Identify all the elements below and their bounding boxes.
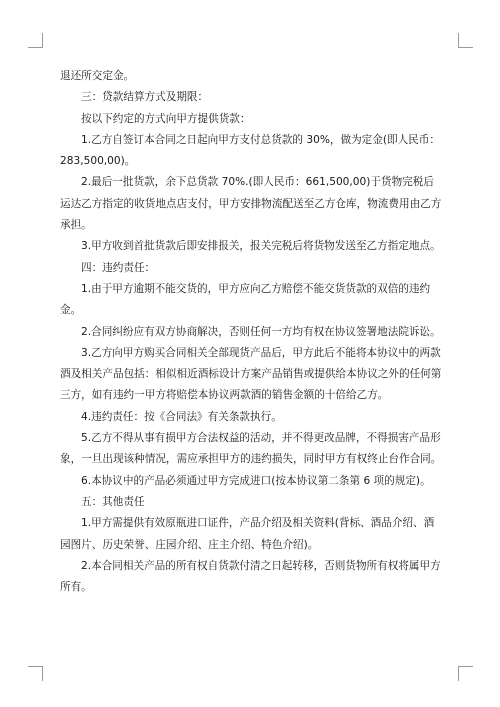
paragraph: 五：其他责任 (81, 495, 145, 508)
paragraph: 5.乙方不得从事有损甲方合法权益的活动，并不得更改品牌，不得损害产品形象，一旦出现该种情况，需应承担甲方的违约损失，同时甲方有权终止台作合同。 (60, 432, 442, 466)
crop-mark-top-left (28, 33, 43, 48)
paragraph: 2.本合同相关产品的所有权自货款付清之日起转移，否则货物所有权将属甲方所有。 (60, 559, 441, 594)
paragraph: 4.违约责任：按《合同法》有关条款执行。 (81, 410, 282, 423)
paragraph: 四：违约责任： (81, 261, 156, 274)
paragraph: 2.最后一批货款，余下总货款 70%.(即人民币：661,500,00)于货物完税后运达乙方指定的收货地点店支付，甲方安排物流配送至乙方仓库，物流费用由乙方承担。 (60, 176, 442, 232)
document-body (60, 66, 442, 598)
crop-mark-top-right (458, 33, 473, 48)
paragraph: 3.甲方收到首批货款后即安排报关，报关完税后将货物发送至乙方指定地点。 (81, 240, 441, 253)
paragraph: 退还所交定金。 (60, 70, 135, 82)
crop-mark-bottom-right (458, 666, 473, 681)
paragraph: 1.乙方自签订本合同之日起向甲方支付总货款的 30%，做为定金(即人民币：283,500,00)。 (60, 133, 440, 168)
paragraph: 6.本协议中的产品必须通过甲方完成进口(按本协议第二条第 6 项的规定)。 (81, 474, 431, 487)
paragraph: 1.由于甲方逾期不能交货的，甲方应向乙方赔偿不能交货货款的双倍的违约金。 (60, 282, 431, 317)
paragraph: 1.甲方需提供有效原瓶进口证件，产品介绍及相关资料(背标、酒品介绍、酒园图片、历史荣誉、庄园介绍、庄主介绍、特色介绍)。 (60, 517, 435, 551)
paragraph: 按以下约定的方式向甲方提供货款： (81, 112, 251, 125)
paragraph: 三：贷款结算方式及期限： (81, 91, 209, 104)
paragraph: 2.合同纠纷应有双方协商解决，否则任何一方均有权在协议签署地法院诉讼。 (81, 325, 441, 338)
paragraph: 3.乙方向甲方购买合同相关全部现货产品后，甲方此后不能将本协议中的两款酒及相关产品包括：相似相近酒标设计方案产品销售或提供给本协议之外的任何第三方，如有违约一甲方将赔偿本协议两款酒的销售金额的十倍给乙方。 (60, 346, 442, 402)
crop-mark-bottom-left (28, 666, 43, 681)
